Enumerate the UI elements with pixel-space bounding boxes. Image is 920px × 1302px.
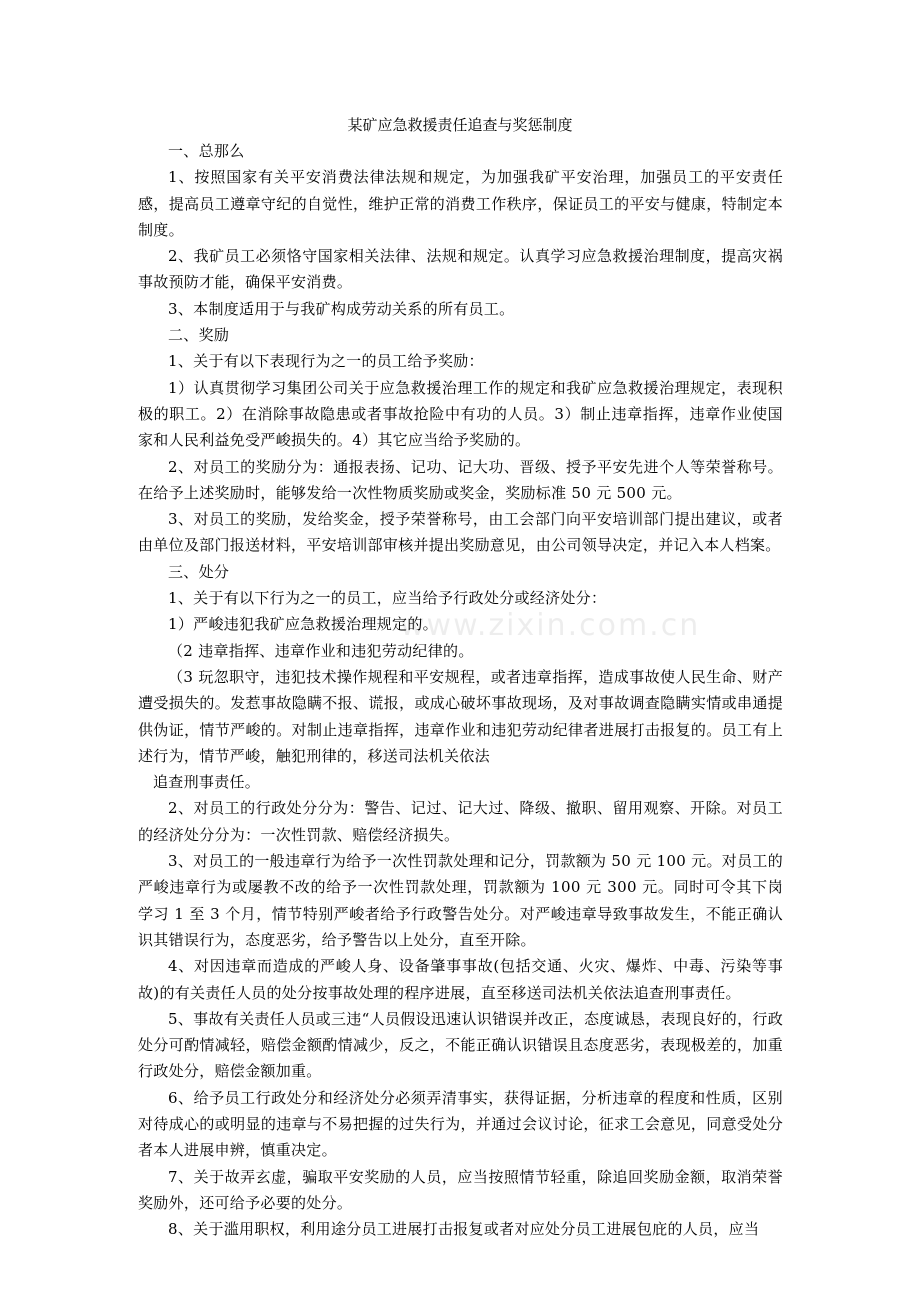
paragraph: 2、对员工的奖励分为：通报表扬、记功、记大功、晋级、授予平安先进个人等荣誉称号。在给予上述奖励时，能够发给一次性物质奖励或奖金，奖励标准 50 元 500 元。 — [138, 457, 783, 502]
paragraph: 1）认真贯彻学习集团公司关于应急救援治理工作的规定和我矿应急救援治理规定，表现积极的职工。2）在消除事故隐患或者事故抢险中有功的人员。3）制止违章指挥，违章作业使国家和人民利益免受严峻损失的。4）其它应当给予奖励的。 — [138, 378, 783, 450]
document-body — [138, 138, 783, 1242]
paragraph: 3、对员工的奖励，发给奖金，授予荣誉称号，由工会部门向平安培训部门提出建议，或者由单位及部门报送材料，平安培训部审核并提出奖励意见，由公司领导决定，并记入本人档案。 — [138, 510, 783, 555]
paragraph: 6、给予员工行政处分和经济处分必须弄清事实，获得证据，分析违章的程度和性质，区别对待成心的或明显的违章与不易把握的过失行为，并通过会议讨论，征求工会意见，同意受处分者本人进展申辨，慎重决定。 — [138, 1088, 783, 1160]
section-heading-general: 一、总那么 — [168, 142, 245, 160]
paragraph: （3 玩忽职守，违犯技术操作规程和平安规程，或者违章指挥，造成事故使人民生命、财产遭受损失的。发惹事故隐瞒不报、谎报，或成心破坏事故现场，及对事故调查隐瞒实情或串通提供伪证，情节严峻的。对制止违章指挥，违章作业和违犯劳动纪律者进展打击报复的。员工有上述行为，情节严峻，触犯刑律的，移送司法机关依法 — [138, 667, 783, 765]
paragraph: 1、按照国家有关平安消费法律法规和规定，为加强我矿平安治理，加强员工的平安责任感，提高员工遵章守纪的自觉性，维护正常的消费工作秩序，保证员工的平安与健康，特制定本制度。 — [138, 168, 783, 239]
paragraph: 1）严峻违犯我矿应急救援治理规定的。 — [168, 615, 438, 634]
paragraph: 1、关于有以下表现行为之一的员工给予奖励： — [168, 352, 484, 371]
section-heading-rewards: 二、奖励 — [168, 326, 230, 345]
paragraph: 3、对员工的一般违章行为给予一次性罚款处理和记分，罚款额为 50 元 100 元。对员工的严峻违章行为或屡教不改的给予一次性罚款处理，罚款额为 100 元 300 元。同时可令其下岗学习 1 至 3 个月，情节特别严峻者给予行政警告处分。对严峻违章导致事故发生，不能正确认识其错误行为，态度恶劣，给予警告以上处分，直至开除。 — [138, 852, 783, 949]
paragraph: 2、对员工的行政处分分为：警告、记过、记大过、降级、撤职、留用观察、开除。对员工的经济处分分为：一次性罚款、赔偿经济损失。 — [138, 799, 783, 844]
document-title: 某矿应急救援责任追查与奖惩制度 — [347, 116, 573, 134]
paragraph: 1、关于有以下行为之一的员工，应当给予行政处分或经济处分： — [168, 589, 607, 608]
paragraph: 5、事故有关责任人员或三违“人员假设迅速认识错误并改正，态度诚恳，表现良好的，行政处分可酌情减轻，赔偿金额酌情减少，反之，不能正确认识错误且态度恶劣，表现极差的，加重行政处分，赔偿金额加重。 — [138, 1009, 783, 1081]
paragraph: （2 违章指挥、违章作业和违犯劳动纪律的。 — [168, 641, 474, 660]
paragraph: 4、对因违章而造成的严峻人身、设备肇事事故(包括交通、火灾、爆炸、中毒、污染等事故)的有关责任人员的处分按事故处理的程序进展，直至移送司法机关依法追查刑事责任。 — [138, 957, 783, 1002]
paragraph: 7、关于故弄玄虚，骗取平安奖励的人员，应当按照情节轻重，除追回奖励金额，取消荣誉奖励外，还可给予必要的处分。 — [138, 1167, 783, 1212]
paragraph: 2、我矿员工必须恪守国家相关法律、法规和规定。认真学习应急救援治理制度，提高灾祸事故预防才能，确保平安消费。 — [138, 247, 783, 292]
paragraph: 3、本制度适用于与我矿构成劳动关系的所有员工。 — [168, 299, 515, 318]
paragraph: 8、关于滥用职权，利用途分员工进展打击报复或者对应处分员工进展包庇的人员，应当 — [168, 1220, 760, 1239]
watermark: www.zixin.com.cn — [400, 608, 701, 643]
section-heading-penalties: 三、处分 — [168, 562, 230, 581]
paragraph-continuation: 追查刑事责任。 — [153, 773, 261, 792]
